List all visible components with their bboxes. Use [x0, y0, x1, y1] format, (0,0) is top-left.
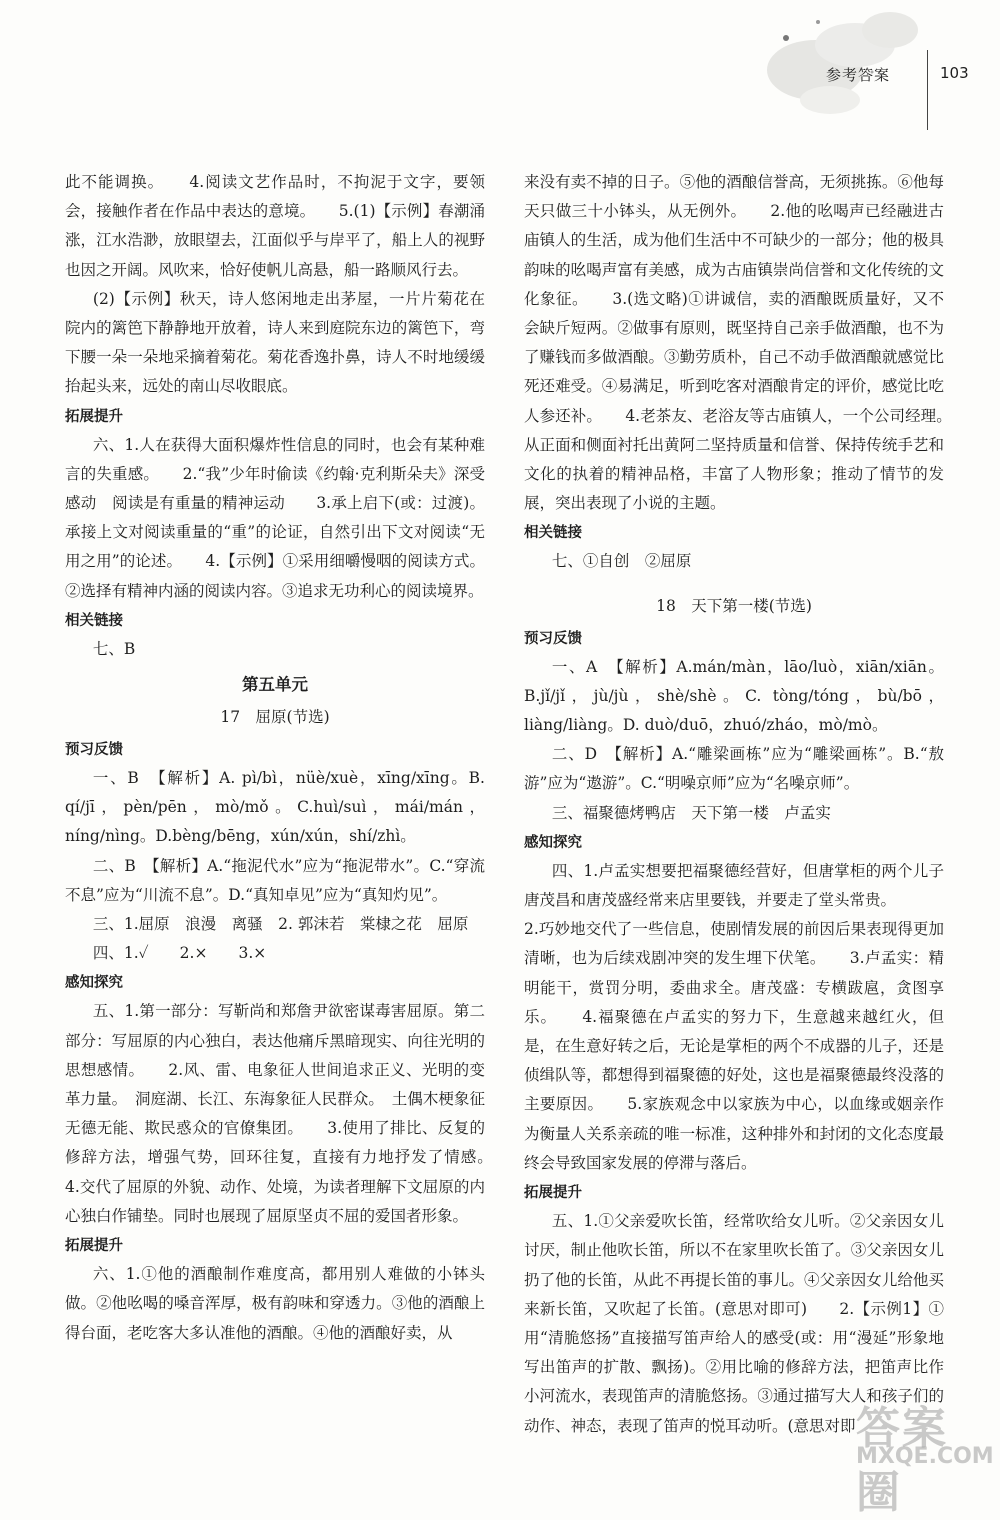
answer-paragraph: 五、1.第一部分：写靳尚和郑詹尹欲密谋毒害屈原。第二部分：写屈原的内心独白，表达他痛斥黑暗现实、向往光明的思想感情。 2.风、雷、电象征人世间追求正义、光明的变革力量。 洞庭湖、长江、东海象征人民群众。 土偶木梗象征无德无能、欺民惑众的官僚集团。 3.使用了排比、反复的修辞方法，增强气势，回环往复，直接有力地抒发了情感。 4.交代了屈原的外貌、动作、处境，为读者理解下文屈原的内心独白作铺垫。同时也展现了屈原坚贞不屈的爱国者形象。 [65, 1002, 517, 1225]
section-heading: 拓展提升 [524, 1185, 582, 1202]
answer-paragraph: 七、B [92, 639, 136, 658]
section-heading: 感知探究 [65, 975, 123, 992]
answer-paragraph: 三、1.屈原 浪漫 离骚 2. 郭沫若 棠棣之花 屈原 [92, 915, 469, 934]
lesson-title: 17 屈原(节选) [220, 708, 330, 727]
section-heading: 预习反馈 [65, 742, 123, 759]
section-heading: 预习反馈 [524, 630, 582, 647]
watermark-text: 答案圈 [856, 1403, 948, 1518]
section-heading: 相关链接 [524, 525, 582, 542]
page-number: 103 [940, 64, 969, 82]
site-watermark [834, 1388, 994, 1518]
answer-paragraph: 2.巧妙地交代了一些信息，使剧情发展的前因后果表现得更加清晰，也为后续戏剧冲突的发生埋下伏笔。 3.卢孟实：精明能干，赏罚分明，委曲求全。唐茂盛：专横跋扈，贪图享乐。 4.福聚德在卢孟实的努力下，生意越来越红火，但是，在生意好转之后，无论是掌柜的两个不成器的儿子，还是侦缉队等，都想得到福聚德的好处，这也是福聚德最终没落的主要原因。 5.家族观念中以家族为中心，以血缘或姻亲作为衡量人关系亲疏的唯一标准，这种排外和封闭的文化态度最终会导致国家发展的停滞与落后。 [524, 920, 944, 1172]
lesson-title: 18 天下第一楼(节选) [656, 596, 812, 615]
answer-paragraph: 一、A 【解析】A.mán/màn，lāo/luò，xiān/xiān。B.jǐ/jǐ，jù/jù，shè/shè。C. tòng/tóng，bù/bō，liàng/liàng。D. duò/duō，zhuó/zháo，mò/mò。 [524, 657, 944, 735]
answer-paragraph: 二、D 【解析】A.“雕梁画栋”应为“雕梁画栋”。B.“敖游”应为“遨游”。C.“明噪京师”应为“名噪京师”。 [524, 745, 944, 793]
answer-paragraph: 三、福聚德烤鸭店 天下第一楼 卢孟实 [551, 803, 831, 822]
answer-paragraph: 一、B 【解析】A. pì/bì，nüè/xuè，xīng/xīng。B. qí/jī，pèn/pēn，mò/mǒ。C.huì/suì，mái/mán，níng/nìng。D.bèng/bēng，xún/xún，shí/zhì。 [65, 769, 485, 846]
header-title: 参考答案 [826, 66, 891, 84]
answer-paragraph: 来没有卖不掉的日子。⑤他的酒酿信誉高，无须挑拣。⑥他每天只做三十小钵头，从无例外。 2.他的吆喝声已经融进古庙镇人的生活，成为他们生活中不可缺少的一部分；他的极具韵味的吆喝声富有美感，成为古庙镇崇尚信誉和文化传统的文化象征。 3.(选文略)①讲诚信，卖的酒酿既质量好，又不会缺斤短两。②做事有原则，既坚持自己亲手做酒酿，也不为了赚钱而多做酒酿。③勤劳质朴，自己不动手做酒酿就感觉比死还难受。④易满足，听到吃客对酒酿肯定的评价，感觉比吃人参还补。 4.老茶友、老浴友等古庙镇人，一个公司经理。 从正面和侧面衬托出黄阿二坚持质量和信誉、保持传统手艺和文化的执着的精神品格，丰富了人物形象；推动了情节的发展，突出表现了小说的主题。 [524, 173, 960, 513]
answer-paragraph: 四、1.✓ 2.× 3.× [92, 944, 267, 963]
section-heading: 拓展提升 [65, 1238, 123, 1255]
answer-paragraph: 此不能调换。 4.阅读文艺作品时，不拘泥于文字，要领会，接触作者在作品中表达的意境。 5.(1)【示例】春潮涌涨，江水浩渺，放眼望去，江面似乎与岸平了，船上人的视野也因之开阔。风吹来，恰好使帆儿高悬，船一路顺风行去。 [65, 173, 485, 279]
answer-paragraph: (2)【示例】秋天，诗人悠闲地走出茅屋，一片片菊花在院内的篱笆下静静地开放着，诗人来到庭院东边的篱笆下，弯下腰一朵一朵地采摘着菊花。菊花香逸扑鼻，诗人不时地缓缓抬起头来，远处的南山尽收眼底。 [65, 289, 485, 396]
answer-paragraph: 二、B 【解析】A.“拖泥代水”应为“拖泥带水”。C.“穿流不息”应为“川流不息”。D.“真知卓见”应为“真知灼见”。 [65, 856, 485, 904]
answer-paragraph: 四、1.卢孟实想要把福聚德经营好，但唐掌柜的两个儿子唐茂昌和唐茂盛经常来店里要钱，并要走了堂头常贵。 [524, 861, 944, 910]
unit-title: 第五单元 [242, 675, 308, 695]
section-heading: 拓展提升 [65, 408, 123, 425]
answer-paragraph: 六、1.人在获得大面积爆炸性信息的同时，也会有某种难言的失重感。 2.“我”少年时偷读《约翰·克利斯朵夫》深受感动 阅读是有重量的精神运动 3.承上启下(或：过渡)。承接上文对阅读重量的“重”的论证，自然引出下文对阅读“无用之用”的论述。 4.【示例】①采用细嚼慢咽的阅读方式。②选择有精神内涵的阅读内容。③追求无功利心的阅读境界。 [65, 435, 485, 600]
answer-paragraph: 七、①自创 ②屈原 [551, 552, 692, 571]
right-column [524, 168, 960, 1441]
header-divider [927, 50, 928, 130]
section-heading: 相关链接 [65, 612, 123, 629]
answer-paragraph: 五、1.①父亲爱吹长笛，经常吹给女儿听。②父亲因女儿讨厌，制止他吹长笛，所以不在家里吹长笛了。③父亲因女儿扔了他的长笛，从此不再提长笛的事儿。④父亲因女儿给他买来新长笛，又吹起了长笛。(意思对即可) 2.【示例1】①用“清脆悠扬”直接描写笛声给人的感受(或：用“漫延”形象地写出笛声的扩散、飘扬)。②用比喻的修辞方法，把笛声比作小河流水，表现笛声的清脆悠扬。③通过描写大人和孩子们的动作、神态，表现了笛声的悦耳动听。(意思对即 [524, 1212, 944, 1435]
answer-paragraph: 六、1.①他的酒酿制作难度高，都用别人难做的小钵头做。②他吆喝的嗓音浑厚，极有韵味和穿透力。③他的酒酿上得台面，老吃客大多认准他的酒酿。④他的酒酿好卖，从 [65, 1265, 485, 1342]
section-heading: 感知探究 [524, 834, 582, 851]
left-column [65, 168, 517, 1348]
watermark-url: MXQE.COM [856, 1444, 994, 1469]
